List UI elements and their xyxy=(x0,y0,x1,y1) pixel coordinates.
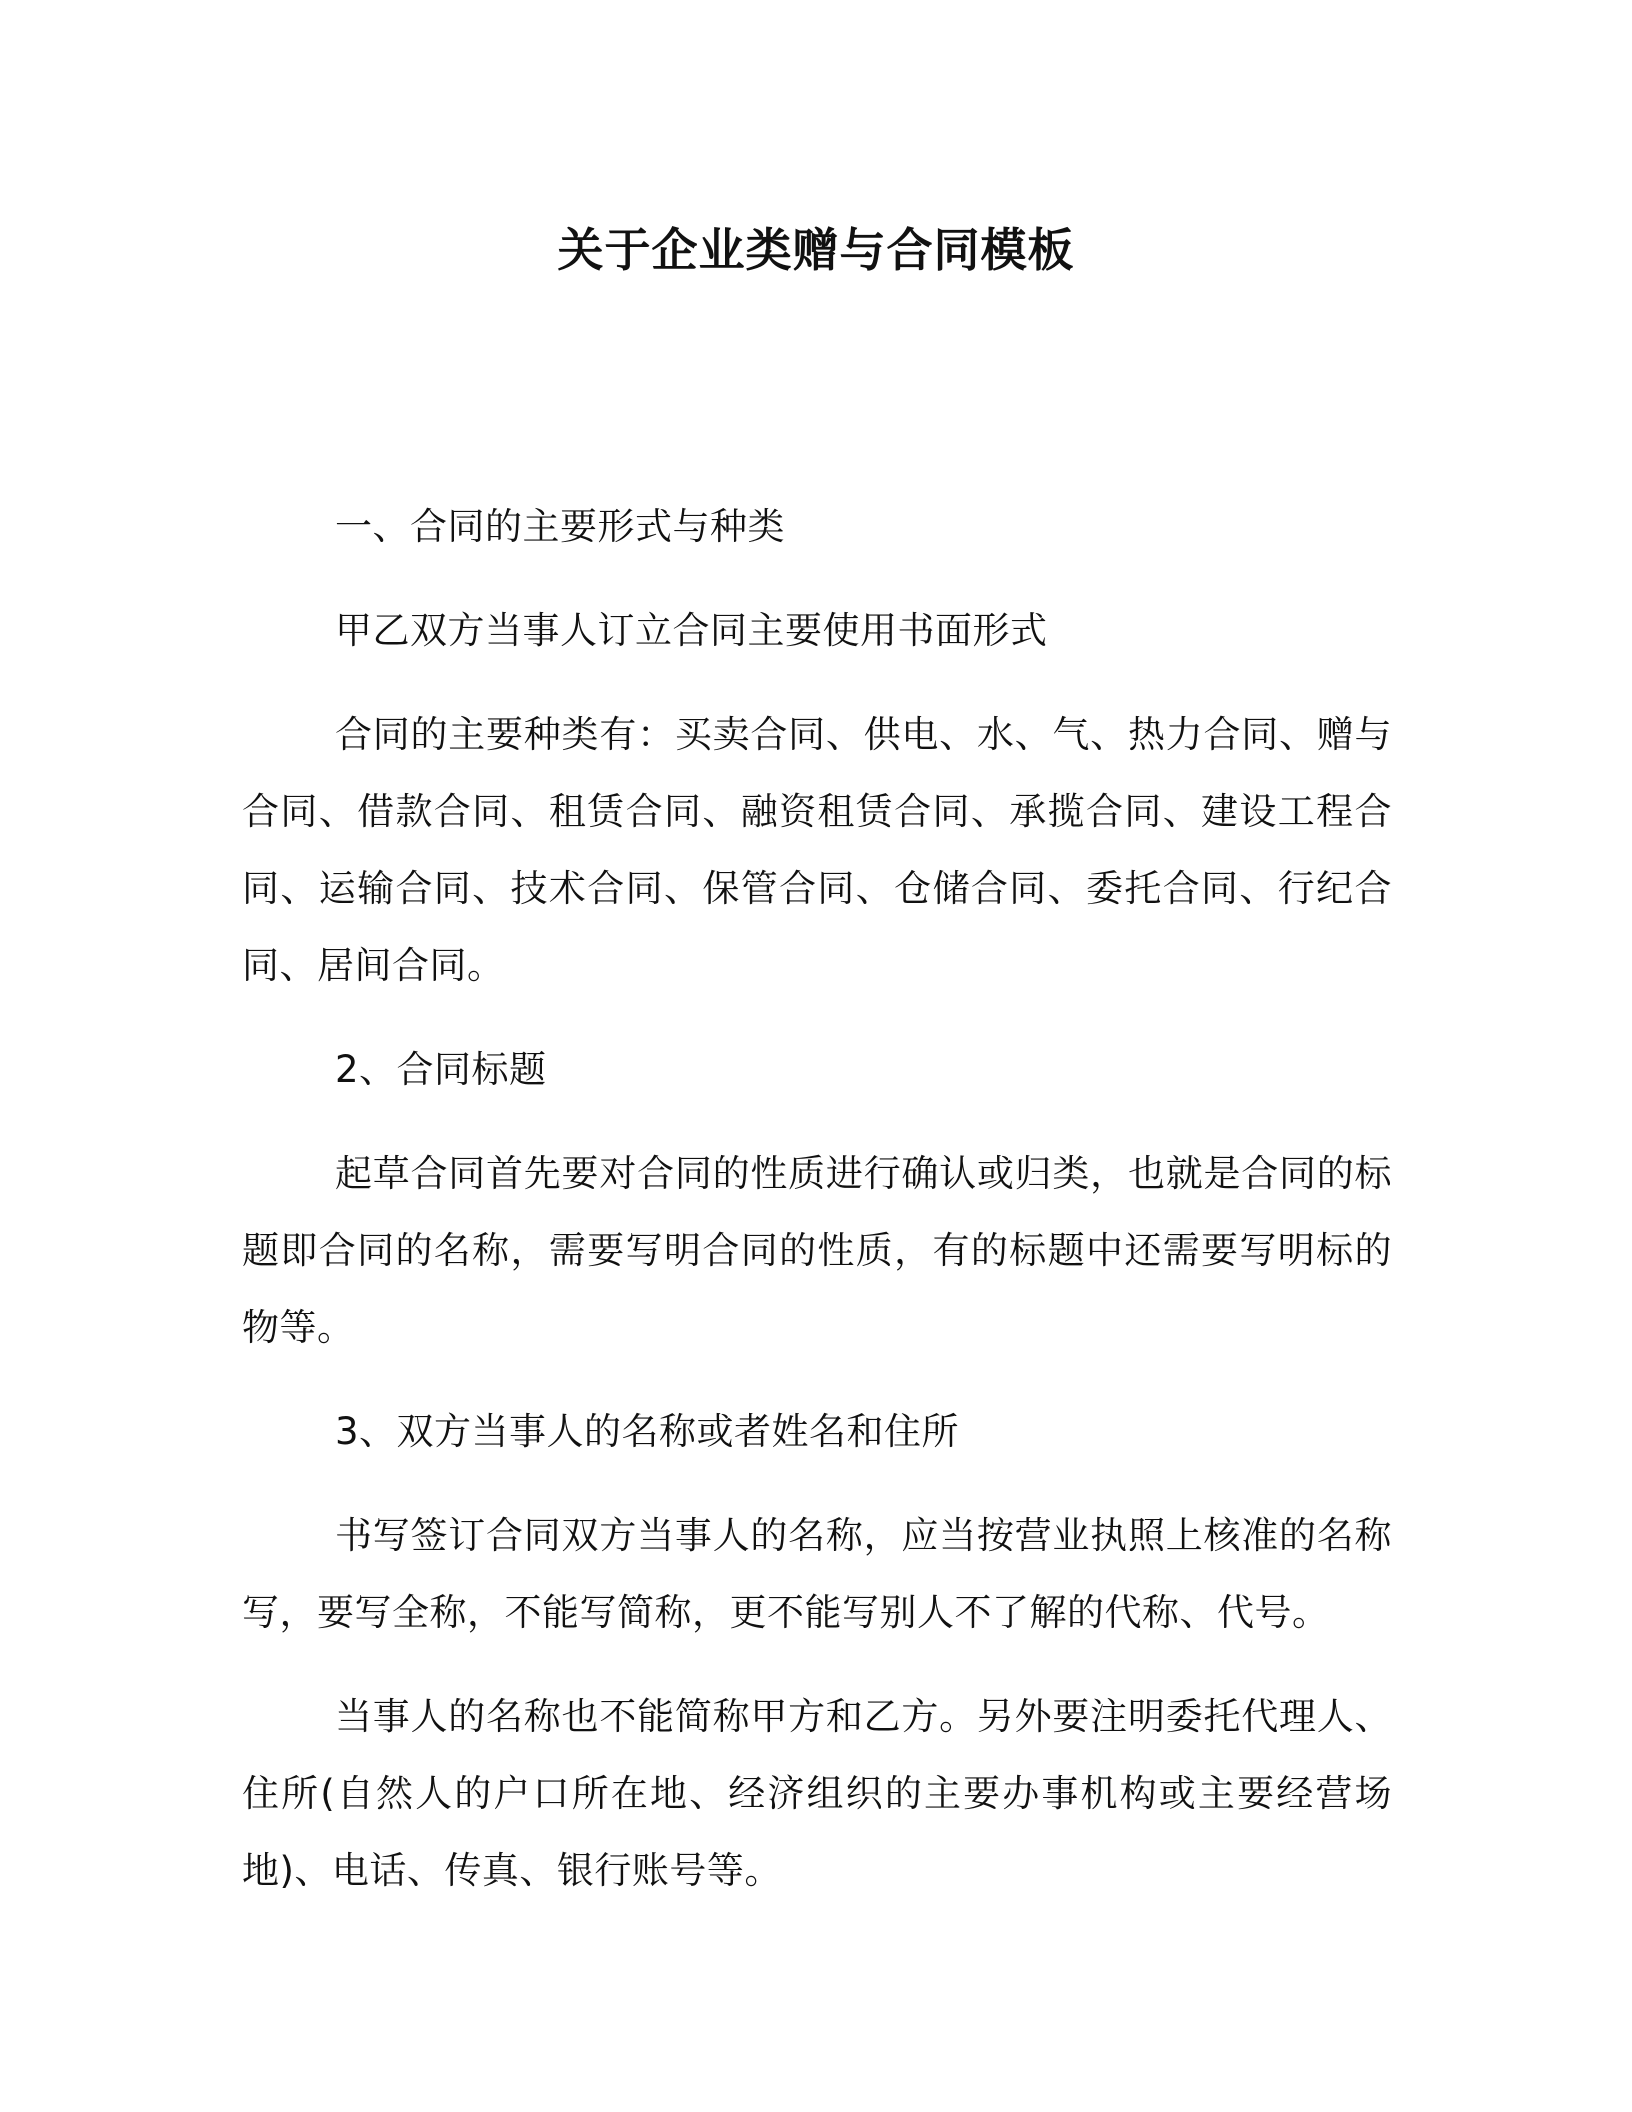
paragraph-contract-types: 合同的主要种类有：买卖合同、供电、水、气、热力合同、赠与合同、借款合同、租赁合同、融资租赁合同、承揽合同、建设工程合同、运输合同、技术合同、保管合同、仓储合同、委托合同、行纪合同、居间合同。 xyxy=(242,713,1392,987)
paragraph-contract-title: 起草合同首先要对合同的性质进行确认或归类，也就是合同的标题即合同的名称，需要写明合同的性质，有的标题中还需要写明标的物等。 xyxy=(242,1152,1392,1349)
document-title: 关于企业类赠与合同模板 xyxy=(557,223,1075,277)
paragraph-written-form: 甲乙双方当事人订立合同主要使用书面形式 xyxy=(335,609,1048,652)
section-heading-parties: 3、双方当事人的名称或者姓名和住所 xyxy=(335,1410,960,1453)
section-heading-contract-title: 2、合同标题 xyxy=(335,1048,547,1091)
section-heading-forms-and-types: 一、合同的主要形式与种类 xyxy=(335,505,785,548)
document-body xyxy=(242,488,1392,1936)
paragraph-party-names: 书写签订合同双方当事人的名称，应当按营业执照上核准的名称写，要写全称，不能写简称，更不能写别人不了解的代称、代号。 xyxy=(242,1514,1392,1634)
paragraph-party-details: 当事人的名称也不能简称甲方和乙方。另外要注明委托代理人、住所(自然人的户口所在地、经济组织的主要办事机构或主要经营场地)、电话、传真、银行账号等。 xyxy=(242,1695,1392,1892)
